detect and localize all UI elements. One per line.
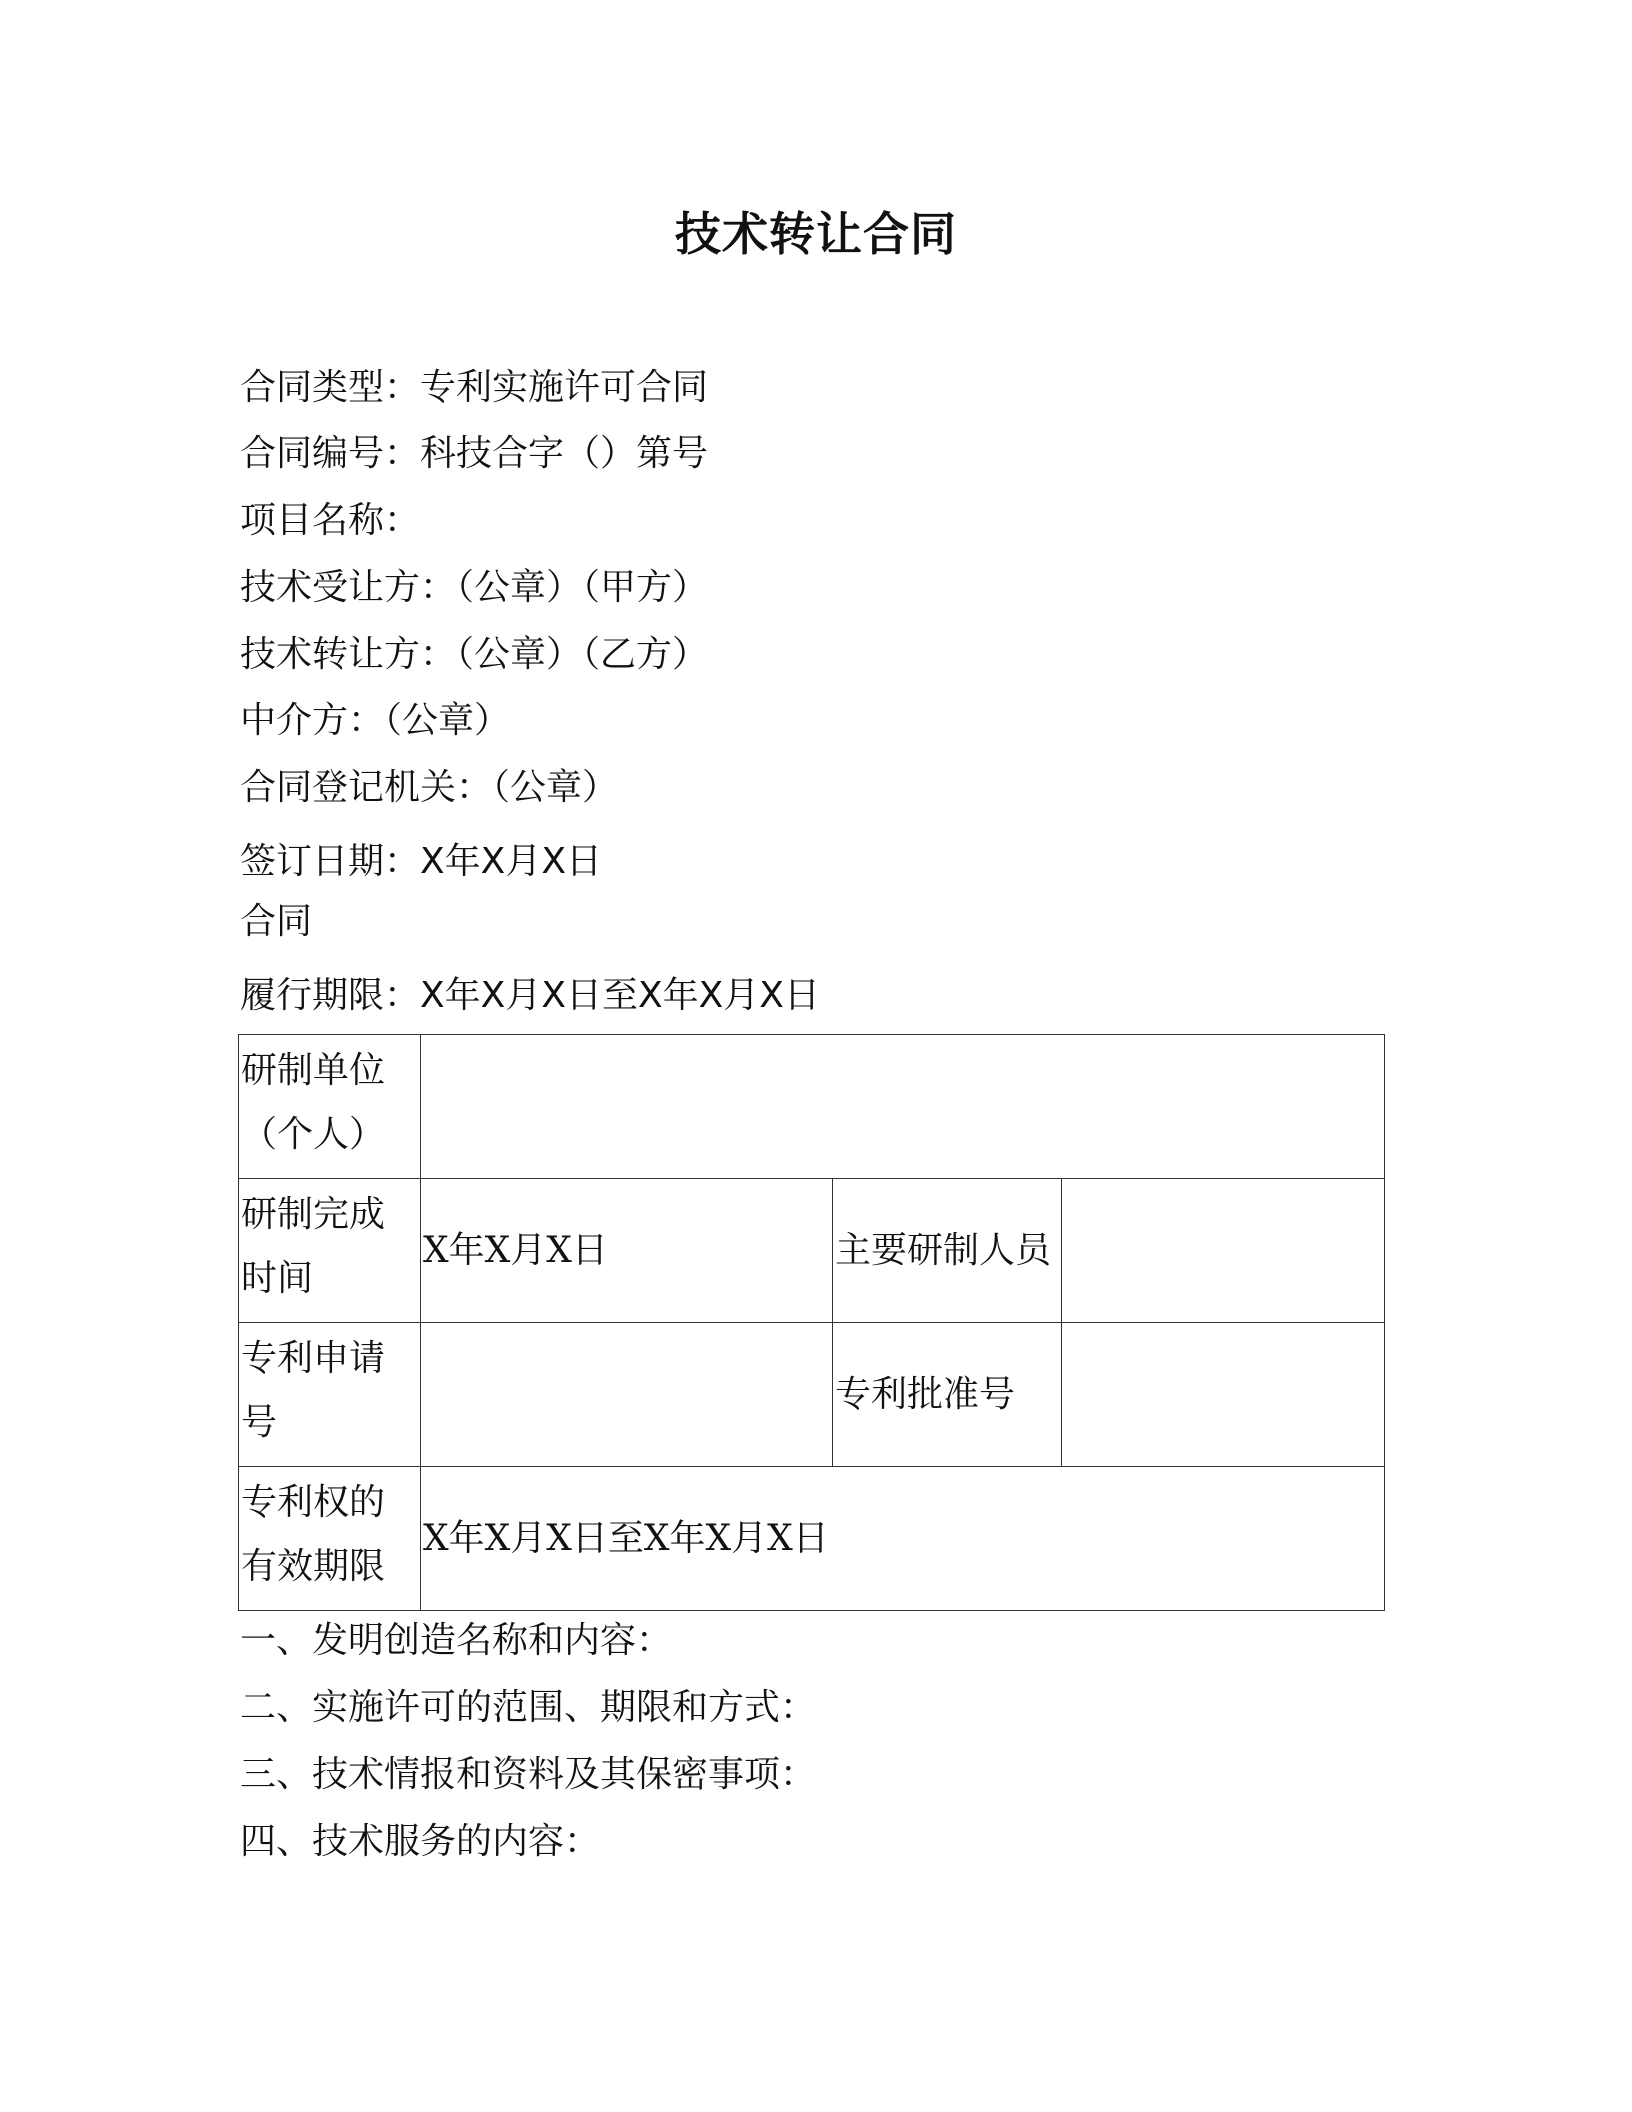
table-row [239, 1179, 1385, 1323]
developer-value-cell [421, 1035, 1385, 1179]
performance-period-line: 履行期限：X年X月X日至X年X月X日 [240, 975, 820, 1016]
project-name-line: 项目名称： [240, 500, 421, 541]
developer-label-cell: 研制单位（个人） [239, 1035, 421, 1179]
main-staff-value-cell [1062, 1179, 1385, 1323]
main-staff-label-cell: 主要研制人员 [833, 1179, 1062, 1323]
info-table [238, 1034, 1385, 1611]
validity-value-cell: X年X月X日至X年X月X日 [421, 1467, 1385, 1611]
table-row [239, 1323, 1385, 1467]
approval-no-label-cell: 专利批准号 [833, 1323, 1062, 1467]
section-heading-3: 三、技术情报和资料及其保密事项： [240, 1754, 817, 1795]
section-heading-1: 一、发明创造名称和内容： [240, 1620, 673, 1661]
section-heading-2: 二、实施许可的范围、期限和方式： [240, 1687, 817, 1728]
table-row [239, 1467, 1385, 1611]
transferor-line: 技术转让方：（公章）（乙方） [240, 634, 709, 675]
validity-label-cell: 专利权的有效期限 [239, 1467, 421, 1611]
document-title: 技术转让合同 [675, 207, 957, 261]
contract-label-line: 合同 [240, 901, 313, 942]
contract-type-line: 合同类型：专利实施许可合同 [240, 367, 709, 408]
table-row [239, 1035, 1385, 1179]
completion-label-cell: 研制完成时间 [239, 1179, 421, 1323]
approval-no-value-cell [1062, 1323, 1385, 1467]
section-heading-4: 四、技术服务的内容： [240, 1821, 601, 1862]
intermediary-line: 中介方：（公章） [240, 700, 511, 741]
completion-value-cell: X年X月X日 [421, 1179, 833, 1323]
app-no-value-cell [421, 1323, 833, 1467]
app-no-label-cell: 专利申请号 [239, 1323, 421, 1467]
transferee-line: 技术受让方：（公章）（甲方） [240, 567, 709, 608]
signing-date-line: 签订日期：X年X月X日 [240, 841, 602, 882]
registration-authority-line: 合同登记机关：（公章） [240, 767, 619, 808]
contract-number-line: 合同编号：科技合字（）第号 [240, 433, 709, 474]
